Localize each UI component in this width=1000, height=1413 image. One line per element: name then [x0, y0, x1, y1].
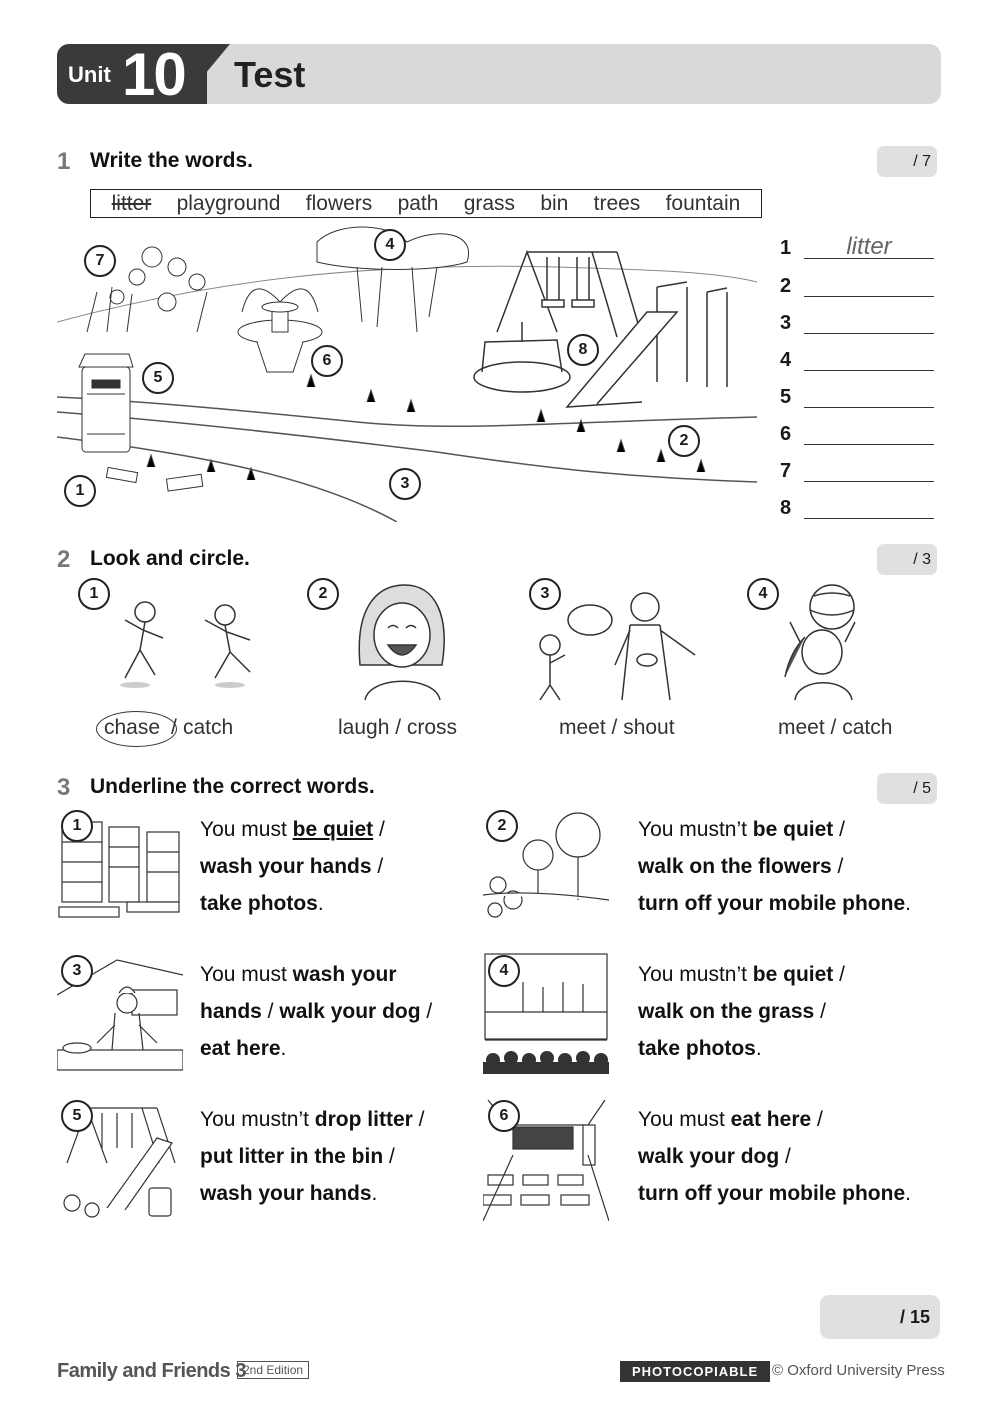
answer-line: [804, 444, 934, 445]
answer-number: 5: [780, 386, 792, 408]
picture-label-1: 1: [64, 475, 96, 507]
separator: /: [383, 1145, 395, 1168]
sentence-5: [200, 1101, 470, 1212]
word-grass: grass: [463, 191, 516, 215]
answer-line: [804, 518, 934, 519]
word-litter: litter: [111, 191, 152, 215]
option-catch[interactable]: catch: [183, 716, 234, 739]
word-flowers: flowers: [305, 191, 373, 215]
sentence-text: You must: [200, 963, 293, 986]
picture-label-3: 3: [389, 468, 421, 500]
option[interactable]: wash your hands: [200, 1182, 372, 1205]
item-number-3: 3: [61, 955, 93, 987]
total-score: / 15: [820, 1295, 940, 1339]
option[interactable]: put litter in the bin: [200, 1145, 384, 1168]
item-number-6: 6: [488, 1100, 520, 1132]
option-separator: /: [171, 716, 177, 739]
separator: /: [833, 818, 845, 841]
option[interactable]: be quiet: [752, 818, 834, 841]
picture-label-4: 4: [374, 229, 406, 261]
option[interactable]: walk your dog: [279, 1000, 421, 1023]
answer-number: 2: [780, 275, 792, 297]
item-number-1: 1: [78, 578, 110, 610]
item-number-3: 3: [529, 578, 561, 610]
unit-word: Unit: [68, 62, 111, 87]
answer-number: 3: [780, 312, 792, 334]
word-trees: trees: [593, 191, 641, 215]
option[interactable]: hands: [200, 1000, 262, 1023]
picture-label-5: 5: [142, 362, 174, 394]
unit-badge-slant: [180, 44, 230, 104]
option[interactable]: walk on the grass: [638, 1000, 815, 1023]
answer-line: [804, 333, 934, 334]
option[interactable]: turn off your mobile phone: [638, 1182, 906, 1205]
full-stop: .: [905, 892, 911, 915]
answer-row-5[interactable]: [780, 382, 940, 412]
publisher-credit: © Oxford University Press: [772, 1362, 945, 1379]
option[interactable]: wash your: [292, 963, 397, 986]
word-path: path: [397, 191, 439, 215]
option[interactable]: turn off your mobile phone: [638, 892, 906, 915]
picture-children-chasing: [85, 590, 275, 690]
answer-line: [804, 407, 934, 408]
full-stop: .: [755, 1037, 762, 1060]
options-item-4[interactable]: meet / catch: [778, 716, 893, 739]
sentence-text: You mustn’t: [200, 1108, 315, 1131]
word-bin: bin: [540, 191, 569, 215]
answer-number: 7: [780, 460, 792, 482]
answer-row-4[interactable]: [780, 345, 940, 375]
section-3-number: 3: [57, 774, 71, 801]
answer-text[interactable]: litter: [846, 233, 892, 260]
option-chase[interactable]: chase: [104, 716, 161, 739]
item-number-4: 4: [747, 578, 779, 610]
option[interactable]: wash your hands: [200, 855, 372, 878]
separator: /: [779, 1145, 791, 1168]
picture-label-6: 6: [311, 345, 343, 377]
option[interactable]: eat here: [730, 1108, 812, 1131]
answer-row-8[interactable]: [780, 493, 940, 523]
answer-number: 6: [780, 423, 792, 445]
section-1-number: 1: [57, 148, 71, 175]
section-2-score: / 3: [877, 544, 937, 575]
answer-number: 1: [780, 237, 792, 259]
item-number-2: 2: [307, 578, 339, 610]
sentence-3: [200, 956, 470, 1067]
options-item-3[interactable]: meet / shout: [559, 716, 675, 739]
full-stop: .: [371, 1182, 378, 1205]
section-2-number: 2: [57, 546, 71, 573]
separator: /: [373, 818, 385, 841]
unit-number: 10: [122, 41, 185, 108]
item-number-5: 5: [61, 1100, 93, 1132]
answer-line: [804, 370, 934, 371]
answer-line: [804, 258, 934, 259]
option[interactable]: walk on the flowers: [638, 855, 832, 878]
word-fountain: fountain: [665, 191, 741, 215]
option[interactable]: take photos: [638, 1037, 756, 1060]
section-3-title: Underline the correct words.: [90, 775, 375, 798]
option[interactable]: be quiet: [752, 963, 834, 986]
item-number-4: 4: [488, 955, 520, 987]
section-2-title: Look and circle.: [90, 547, 250, 570]
photocopiable-label: PHOTOCOPIABLE: [620, 1361, 770, 1382]
full-stop: .: [317, 892, 324, 915]
separator: /: [814, 1000, 826, 1023]
separator: /: [261, 1000, 280, 1023]
sentence-text: You must: [638, 1108, 731, 1131]
answer-number: 8: [780, 497, 792, 519]
sentence-1: [200, 811, 470, 922]
answer-row-7[interactable]: [780, 456, 940, 486]
item-number-2: 2: [486, 810, 518, 842]
option[interactable]: take photos: [200, 892, 318, 915]
item-number-1: 1: [61, 810, 93, 842]
separator: /: [420, 1000, 433, 1023]
answer-line: [804, 296, 934, 297]
separator: /: [833, 963, 845, 986]
section-1-score: / 7: [877, 146, 937, 177]
options-item-2[interactable]: laugh / cross: [338, 716, 458, 739]
picture-boys-shouting: [530, 585, 720, 703]
option-underlined[interactable]: be quiet: [292, 818, 374, 841]
brand-logo: Family and Friends 3: [57, 1360, 246, 1382]
answer-number: 4: [780, 349, 792, 371]
answer-row-3[interactable]: [780, 308, 940, 338]
word-playground: playground: [176, 191, 281, 215]
full-stop: .: [280, 1037, 287, 1060]
picture-girl-laughing: [350, 580, 450, 702]
word-box: [90, 189, 762, 218]
picture-label-8: 8: [567, 334, 599, 366]
answer-row-6[interactable]: [780, 419, 940, 449]
separator: /: [811, 1108, 823, 1131]
separator: /: [371, 855, 384, 878]
edition-badge: 2nd Edition: [237, 1361, 309, 1379]
answer-row-1[interactable]: [780, 233, 940, 263]
section-3-score: / 5: [877, 773, 937, 804]
answer-line: [804, 481, 934, 482]
sentence-text: You mustn’t: [638, 818, 753, 841]
sentence-text: You must: [200, 818, 293, 841]
picture-label-7: 7: [84, 245, 116, 277]
sentence-6: [638, 1101, 948, 1212]
full-stop: .: [905, 1182, 911, 1205]
sentence-text: You mustn’t: [638, 963, 753, 986]
separator: /: [412, 1108, 425, 1131]
picture-girl-with-ball: [770, 582, 890, 702]
answer-row-2[interactable]: [780, 271, 940, 301]
separator: /: [831, 855, 844, 878]
sentence-4: [638, 956, 948, 1067]
sentence-2: [638, 811, 948, 922]
picture-label-2: 2: [668, 425, 700, 457]
option[interactable]: eat here: [200, 1037, 281, 1060]
option[interactable]: walk your dog: [638, 1145, 780, 1168]
section-1-title: Write the words.: [90, 149, 253, 172]
option[interactable]: drop litter: [314, 1108, 413, 1131]
page-title: Test: [234, 54, 306, 95]
